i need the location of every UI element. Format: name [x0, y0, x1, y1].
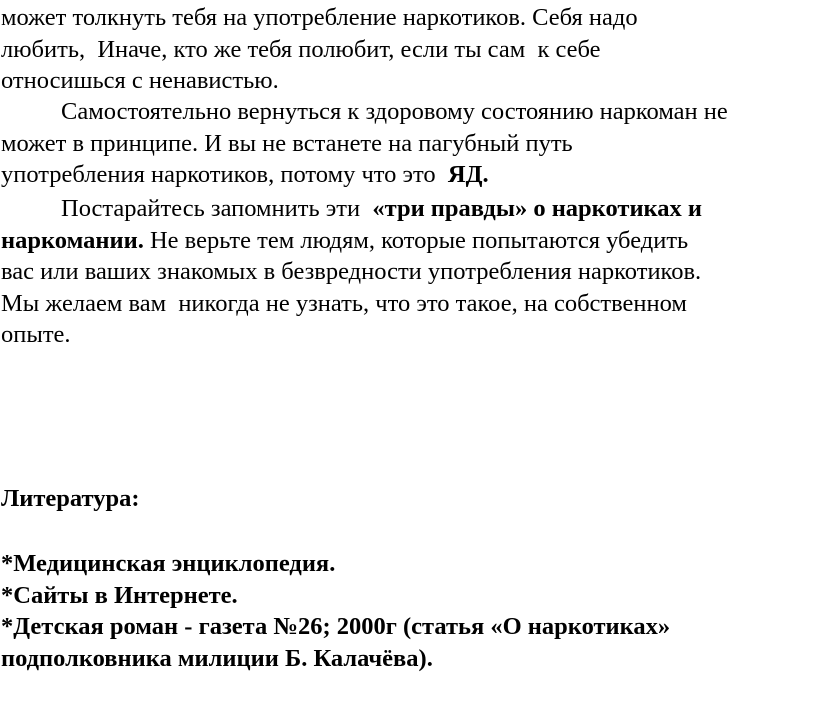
- paragraph-3-line-1: [61, 194, 702, 224]
- three-truths-emphasis: «три правды» о наркотиках и: [372, 195, 703, 222]
- paragraph-1-line-3: относишься с ненавистью.: [1, 67, 279, 94]
- literature-item-3-line-2: подполковника милиции Б. Калачёва).: [1, 645, 433, 672]
- drug-addiction-emphasis: наркомании.: [1, 227, 144, 254]
- paragraph-2-line-2: может в принципе. И вы не встанете на пагубный путь: [1, 130, 573, 157]
- paragraph-3-line-1-text: Постарайтесь запомнить эти: [61, 195, 373, 222]
- paragraph-3-line-4: Мы желаем вам никогда не узнать, что это такое, на собственном: [1, 290, 687, 317]
- paragraph-2-line-1: Самостоятельно вернуться к здоровому состоянию наркоман не: [61, 98, 728, 125]
- paragraph-3-line-3: вас или ваших знакомых в безвредности употребления наркотиков.: [1, 258, 702, 285]
- literature-item-2: *Сайты в Интернете.: [1, 582, 238, 609]
- literature-heading: Литература:: [1, 485, 140, 512]
- paragraph-3-line-5: опыте.: [1, 321, 71, 348]
- poison-emphasis: ЯД.: [447, 161, 489, 188]
- paragraph-3-line-2-text: Не верьте тем людям, которые попытаются убедить: [143, 227, 689, 254]
- paragraph-1-line-1: может толкнуть тебя на употребление наркотиков. Себя надо: [1, 4, 638, 31]
- paragraph-2-line-3: [1, 160, 489, 190]
- paragraph-1-line-2: любить, Иначе, кто же тебя полюбит, если ты сам к себе: [1, 36, 601, 63]
- literature-item-3-line-1: *Детская роман - газета №26; 2000г (статья «О наркотиках»: [1, 613, 671, 640]
- paragraph-2-line-3-text: употребления наркотиков, потому что это: [1, 161, 448, 188]
- literature-item-1: *Медицинская энциклопедия.: [1, 550, 336, 577]
- paragraph-3-line-2: [1, 226, 688, 256]
